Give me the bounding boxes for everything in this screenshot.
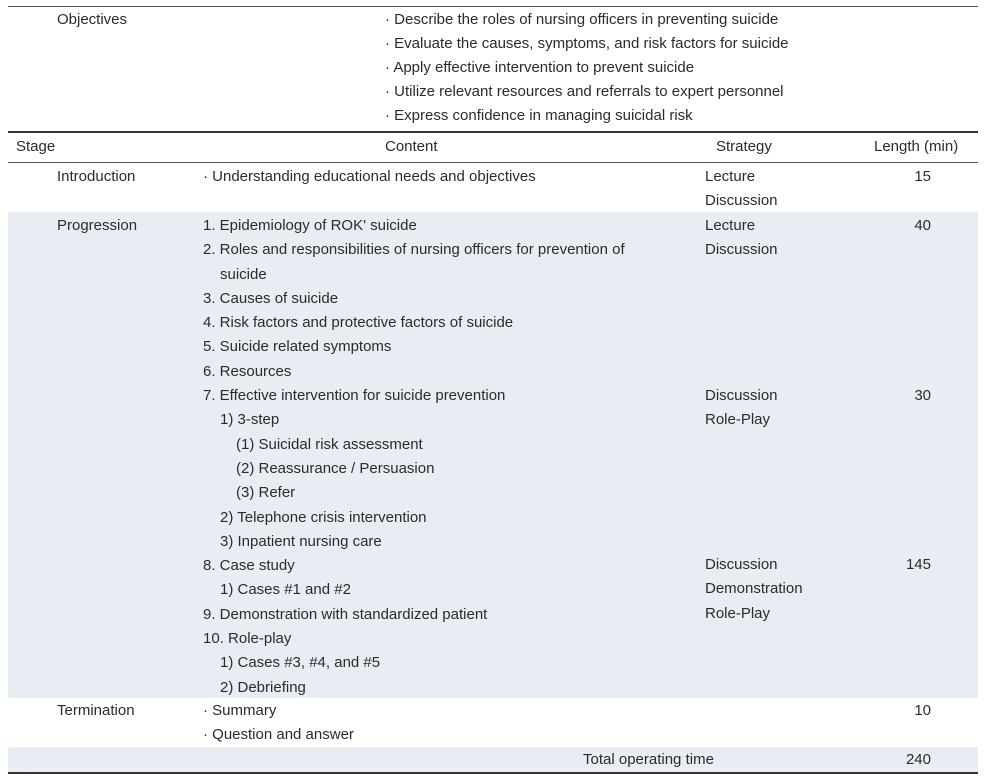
strategy-line: Lecture bbox=[705, 168, 756, 185]
content-line: 9. Demonstration with standardized patient bbox=[203, 605, 488, 623]
content-line: 5. Suicide related symptoms bbox=[203, 338, 392, 356]
objective-item: · Apply effective intervention to prevent suicide bbox=[385, 59, 695, 76]
termination-length: 10 bbox=[914, 702, 931, 719]
total-label: Total operating time bbox=[583, 751, 714, 768]
bottom-rule bbox=[8, 772, 978, 774]
objectives-list bbox=[385, 10, 789, 130]
strategy-line: Discussion bbox=[705, 192, 778, 210]
content-line: 1. Epidemiology of ROK' suicide bbox=[203, 217, 417, 234]
content-line: 2) Debriefing bbox=[220, 678, 306, 696]
objective-item: · Describe the roles of nursing officers in preventing suicide bbox=[385, 11, 779, 28]
content-line: 4. Risk factors and protective factors of suicide bbox=[203, 314, 514, 332]
header-top-rule bbox=[8, 131, 978, 133]
objective-item: · Evaluate the causes, symptoms, and risk factors for suicide bbox=[385, 35, 789, 52]
progression-length-2: 30 bbox=[914, 387, 931, 404]
progression-length-1: 40 bbox=[914, 217, 931, 234]
header-bottom-rule bbox=[8, 162, 978, 163]
introduction-stage: Introduction bbox=[57, 168, 136, 185]
content-line: 7. Effective intervention for suicide prevention bbox=[203, 387, 506, 405]
progression-strategy-3 bbox=[705, 555, 803, 628]
content-line: 1) Cases #1 and #2 bbox=[220, 581, 351, 599]
content-line: (3) Refer bbox=[236, 484, 296, 502]
content-line: 1) Cases #3, #4, and #5 bbox=[220, 654, 381, 672]
strategy-line: Role-Play bbox=[705, 604, 771, 622]
content-line: 3) Inpatient nursing care bbox=[220, 532, 382, 550]
termination-content bbox=[203, 701, 354, 750]
progression-strategy-1 bbox=[705, 216, 778, 265]
introduction-length: 15 bbox=[914, 168, 931, 185]
termination-stage: Termination bbox=[57, 702, 135, 719]
content-line: (2) Reassurance / Persuasion bbox=[236, 459, 435, 477]
content-line: 3. Causes of suicide bbox=[203, 289, 339, 307]
progression-content bbox=[203, 216, 625, 702]
content-line: (1) Suicidal risk assessment bbox=[236, 435, 423, 453]
progression-length-3: 145 bbox=[905, 556, 931, 573]
progression-strategy-2 bbox=[705, 386, 778, 435]
strategy-line: Lecture bbox=[705, 217, 756, 234]
content-line: 10. Role-play bbox=[203, 630, 292, 648]
objective-item: · Express confidence in managing suicidal risk bbox=[385, 107, 693, 124]
objectives-label: Objectives bbox=[57, 11, 128, 28]
top-rule bbox=[8, 6, 978, 7]
header-stage: Stage bbox=[16, 138, 56, 155]
introduction-content: · Understanding educational needs and objectives bbox=[203, 168, 536, 185]
content-line: 2. Roles and responsibilities of nursing officers for prevention of bbox=[203, 241, 625, 259]
strategy-line: Discussion bbox=[705, 241, 778, 259]
strategy-line: Discussion bbox=[705, 556, 778, 573]
progression-stage: Progression bbox=[57, 217, 138, 234]
header-strategy: Strategy bbox=[716, 138, 772, 155]
content-line: 2) Telephone crisis intervention bbox=[220, 508, 427, 526]
strategy-line: Demonstration bbox=[705, 580, 803, 598]
content-line: 1) 3-step bbox=[220, 411, 280, 429]
strategy-line: Role-Play bbox=[705, 411, 771, 429]
content-line: 6. Resources bbox=[203, 362, 292, 380]
header-content: Content bbox=[385, 138, 438, 155]
content-line: 8. Case study bbox=[203, 557, 295, 575]
total-value: 240 bbox=[905, 751, 931, 768]
content-line: suicide bbox=[220, 265, 267, 283]
introduction-strategy bbox=[705, 167, 778, 216]
objective-item: · Utilize relevant resources and referrals to expert personnel bbox=[385, 83, 784, 100]
header-length: Length (min) bbox=[874, 138, 959, 155]
content-line: · Question and answer bbox=[203, 726, 354, 744]
strategy-line: Discussion bbox=[705, 387, 778, 404]
content-line: · Summary bbox=[203, 702, 277, 719]
total-shade bbox=[8, 747, 978, 772]
